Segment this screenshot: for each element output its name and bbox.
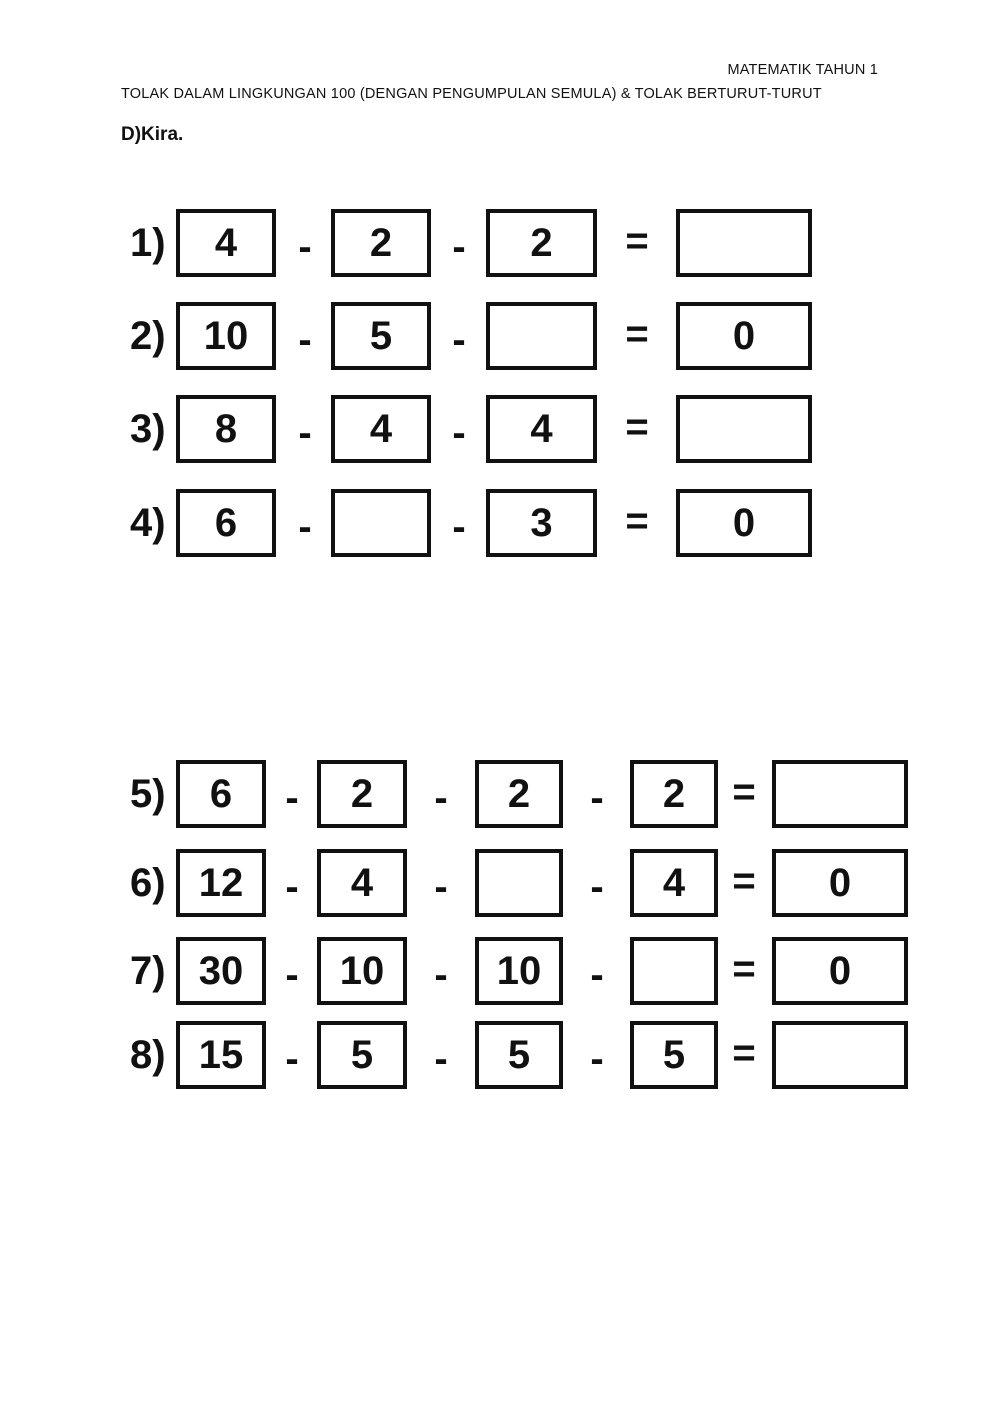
problem-number: 6) bbox=[130, 861, 166, 905]
minus-sign: - bbox=[590, 865, 604, 909]
minus-sign: - bbox=[452, 411, 466, 455]
problem-number: 3) bbox=[130, 407, 166, 451]
minus-sign: - bbox=[298, 505, 312, 549]
number-box: 4 bbox=[630, 849, 718, 917]
equals-sign: = bbox=[732, 770, 756, 814]
number-box: 4 bbox=[486, 395, 597, 463]
instruction: D)Kira. bbox=[121, 124, 184, 145]
problem-number: 5) bbox=[130, 772, 166, 816]
minus-sign: - bbox=[285, 1037, 299, 1081]
result-box: 0 bbox=[676, 489, 812, 557]
number-box: 12 bbox=[176, 849, 266, 917]
topic-header: TOLAK DALAM LINGKUNGAN 100 (DENGAN PENGUMPULAN SEMULA) & TOLAK BERTURUT-TURUT bbox=[121, 86, 822, 102]
minus-sign: - bbox=[434, 776, 448, 820]
answer-box[interactable] bbox=[676, 209, 812, 277]
subject-header: MATEMATIK TAHUN 1 bbox=[727, 62, 878, 78]
answer-box[interactable] bbox=[475, 849, 563, 917]
problem-number: 4) bbox=[130, 501, 166, 545]
minus-sign: - bbox=[298, 411, 312, 455]
number-box: 10 bbox=[475, 937, 563, 1005]
minus-sign: - bbox=[590, 953, 604, 997]
minus-sign: - bbox=[452, 225, 466, 269]
minus-sign: - bbox=[590, 776, 604, 820]
equals-sign: = bbox=[625, 405, 649, 449]
result-box: 0 bbox=[772, 849, 908, 917]
minus-sign: - bbox=[452, 318, 466, 362]
number-box: 4 bbox=[331, 395, 431, 463]
number-box: 30 bbox=[176, 937, 266, 1005]
answer-box[interactable] bbox=[676, 395, 812, 463]
minus-sign: - bbox=[298, 318, 312, 362]
equals-sign: = bbox=[732, 947, 756, 991]
number-box: 4 bbox=[317, 849, 407, 917]
problem-number: 8) bbox=[130, 1033, 166, 1077]
number-box: 8 bbox=[176, 395, 276, 463]
minus-sign: - bbox=[434, 865, 448, 909]
number-box: 5 bbox=[331, 302, 431, 370]
equals-sign: = bbox=[732, 859, 756, 903]
minus-sign: - bbox=[285, 953, 299, 997]
number-box: 10 bbox=[317, 937, 407, 1005]
answer-box[interactable] bbox=[486, 302, 597, 370]
equals-sign: = bbox=[732, 1031, 756, 1075]
minus-sign: - bbox=[434, 953, 448, 997]
number-box: 2 bbox=[317, 760, 407, 828]
minus-sign: - bbox=[452, 505, 466, 549]
answer-box[interactable] bbox=[630, 937, 718, 1005]
number-box: 5 bbox=[317, 1021, 407, 1089]
problem-number: 2) bbox=[130, 314, 166, 358]
minus-sign: - bbox=[285, 776, 299, 820]
minus-sign: - bbox=[590, 1037, 604, 1081]
number-box: 2 bbox=[630, 760, 718, 828]
equals-sign: = bbox=[625, 219, 649, 263]
problem-number: 7) bbox=[130, 949, 166, 993]
minus-sign: - bbox=[285, 865, 299, 909]
equals-sign: = bbox=[625, 499, 649, 543]
number-box: 4 bbox=[176, 209, 276, 277]
number-box: 2 bbox=[475, 760, 563, 828]
number-box: 15 bbox=[176, 1021, 266, 1089]
problem-number: 1) bbox=[130, 221, 166, 265]
number-box: 2 bbox=[331, 209, 431, 277]
number-box: 2 bbox=[486, 209, 597, 277]
answer-box[interactable] bbox=[772, 1021, 908, 1089]
answer-box[interactable] bbox=[331, 489, 431, 557]
number-box: 6 bbox=[176, 760, 266, 828]
equals-sign: = bbox=[625, 312, 649, 356]
number-box: 5 bbox=[630, 1021, 718, 1089]
result-box: 0 bbox=[772, 937, 908, 1005]
result-box: 0 bbox=[676, 302, 812, 370]
number-box: 5 bbox=[475, 1021, 563, 1089]
number-box: 6 bbox=[176, 489, 276, 557]
number-box: 10 bbox=[176, 302, 276, 370]
answer-box[interactable] bbox=[772, 760, 908, 828]
minus-sign: - bbox=[434, 1037, 448, 1081]
number-box: 3 bbox=[486, 489, 597, 557]
minus-sign: - bbox=[298, 225, 312, 269]
